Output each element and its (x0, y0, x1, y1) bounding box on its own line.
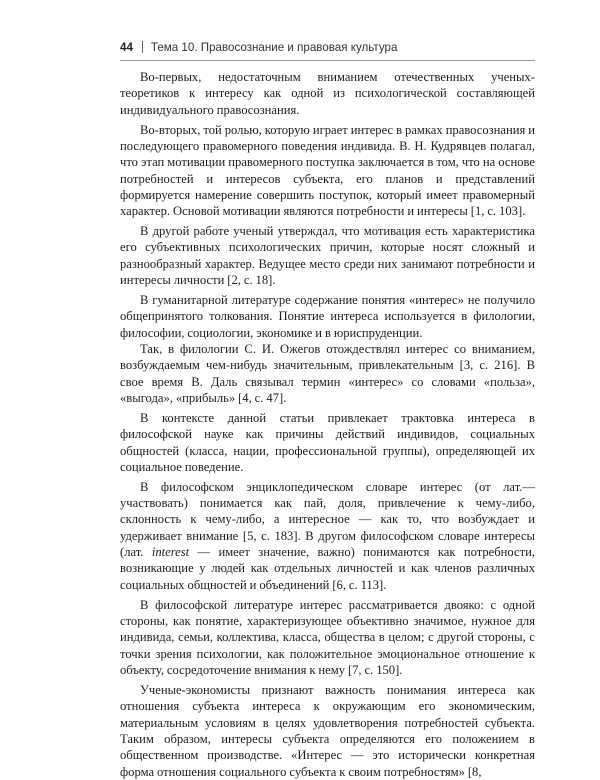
running-title: Тема 10. Правосознание и правовая культура (150, 40, 398, 54)
header-separator (142, 41, 143, 53)
paragraph-2: Во-вторых, той ролью, которую играет интерес в рамках правосознания и последующего правомерного поведения индивида. В. Н. Кудрявцев полагал, что этап мотивации правомерного поступка заключается в том, что на основе потребностей и интересов субъекта, его планов и представлений формируется намерение совершить поступок, который имеет правомерный характер. Основой мотивации являются потребности и интересы [1, с. 103]. (120, 122, 535, 219)
latin-term: interest (151, 545, 190, 560)
body-text (120, 69, 535, 780)
header-rule (120, 60, 535, 61)
paragraph-9: Ученые-экономисты признают важность понимания интереса как отношения субъекта интереса к окружающим его экономическим, материальным условиям в целях удовлетворения потребностей субъекта. Таким образом, интересы субъекта определяются его положением в общественном производстве. «Интерес — это исторически конкретная форма отношения социального субъекта к своим потребностям» [8, (120, 682, 535, 779)
paragraph-3: В другой работе ученый утверждал, что мотивация есть характеристика его субъективных психологических причин, которые носят сложный и разнообразный характер. Ведущее место среди них занимают потребности и интересы личности [2, с. 18]. (120, 224, 535, 288)
running-header (120, 38, 535, 56)
paragraph-6: В контексте данной статьи привлекает трактовка интереса в философской науке как причины действий индивидов, социальных общностей (класса, нации, профессиональной группы), определяющей их социальное поведение. (120, 410, 535, 474)
paragraph-5: Так, в филологии С. И. Ожегов отождествлял интерес со вниманием, возбуждаемым чем-нибудь значительным, привлекательным [3, с. 216]. В свое время В. Даль связывал термин «интерес» со словами «польза», «выгода», «прибыль» [4, с. 47]. (120, 342, 535, 406)
paragraph-7: В философском энциклопедическом словаре интерес (от лат.— участвовать) понимается как пай, доля, привлечение к чему-либо, склонность к чему-либо, а интересное — как то, что возбуждает и удерживает внимание [5, с. 183]. В другом философском словаре интересы (лат. interest — имеет значение, важно) понимаются как потребности, возникающие у людей как отдельных личностей и как членов различных социальных общностей и объединений [6, с. 113]. (120, 479, 535, 592)
page-number: 44 (120, 40, 133, 54)
paragraph-8: В философской литературе интерес рассматривается двояко: с одной стороны, как понятие, характеризующее объективно значимое, нужное для индивида, семьи, коллектива, класса, общества в целом; с другой стороны, с точки зрения психологии, как положительное эмоциональное отношение к объекту, сосредоточение внимания к нему [7, с. 150]. (120, 597, 535, 678)
paragraph-1: Во-первых, недостаточным вниманием отечественных ученых-теоретиков к интересу как одной из психологической составляющей индивидуального правосознания. (120, 70, 535, 117)
paragraph-4: В гуманитарной литературе содержание понятия «интерес» не получило общепринятого толкования. Понятие интереса используется в филологии, философии, социологии, экономике и в юриспруденции. (120, 292, 535, 340)
